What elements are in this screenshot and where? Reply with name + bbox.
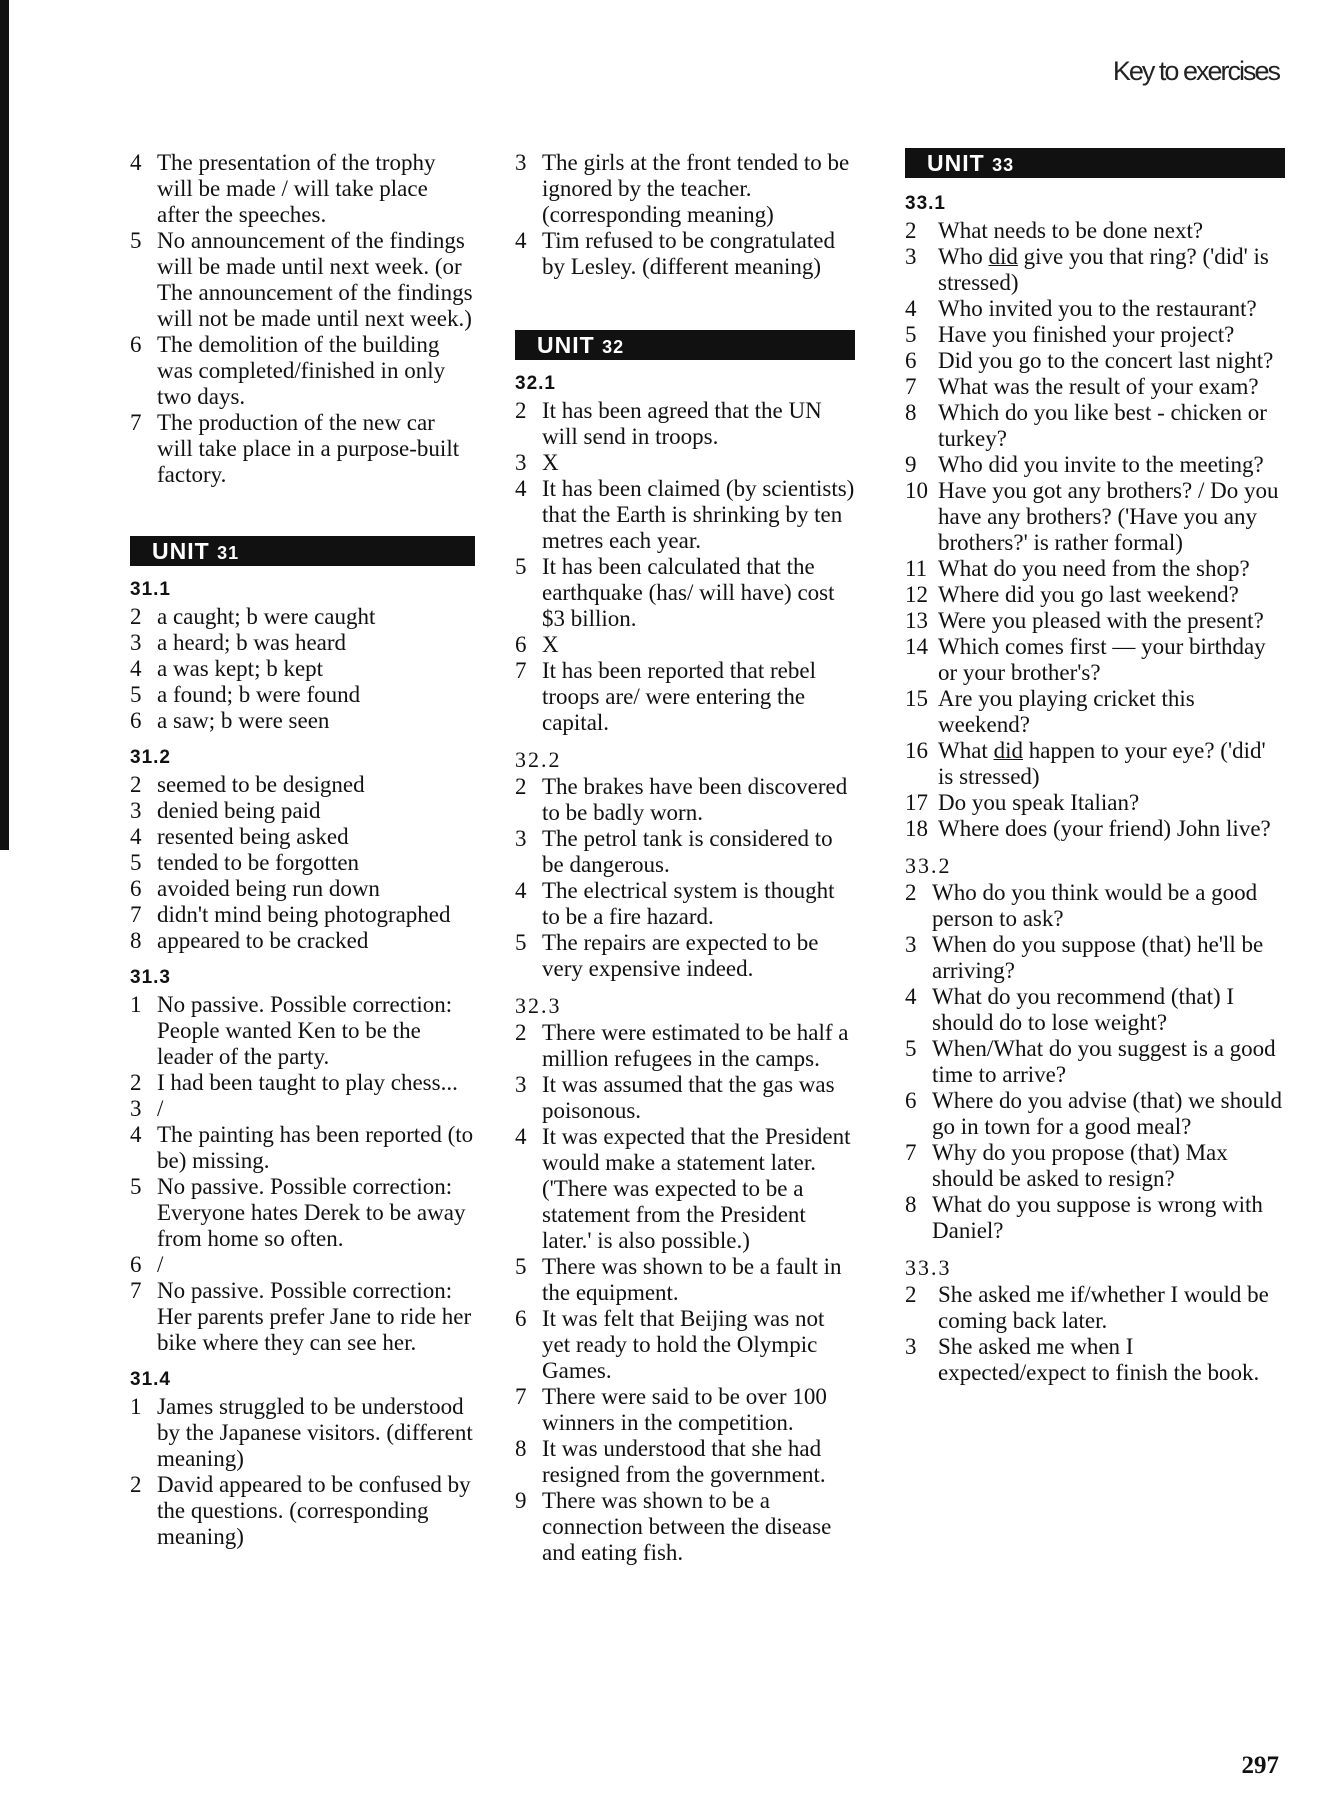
answer-item: 7 The production of the new car will take place in a purpose-built factory. [130,410,460,487]
answer-item: 4 What do you recommend (that) I should do to lose weight? [905,984,1235,1035]
answer-item: 5 tended to be forgotten [130,850,360,875]
answer-item: 7 didn't mind being photographed [130,902,451,927]
answer-item: 4 It has been claimed (by scientists) that the Earth is shrinking by ten metres each year. [515,476,855,553]
answer-item: 8 It was understood that she had resigned from the government. [515,1436,826,1487]
answer-item: 6 The demolition of the building was completed/finished in only two days. [130,332,446,409]
answer-item: 3 a heard; b was heard [130,630,347,655]
answer-item: 1 No passive. Possible correction: People wanted Ken to be the leader of the party. [130,992,453,1069]
answer-item: 3 When do you suppose (that) he'll be arriving? [905,932,1264,983]
answer-item: 4 resented being asked [130,824,349,849]
section-heading: 31.3 [130,967,171,988]
answer-item: 3 The girls at the front tended to be ignored by the teacher. (corresponding meaning) [515,150,850,227]
column-left [130,150,475,1550]
answer-item: 5 No announcement of the findings will be made until next week. (or The announcement of the findings will not be made until next week.) [130,228,473,331]
answer-item: 9 There was shown to be a connection between the disease and eating fish. [515,1488,832,1565]
answer-item: 12 Where did you go last weekend? [905,582,1239,607]
answer-list [130,150,475,488]
answer-item: 7 What was the result of your exam? [905,374,1259,399]
answer-item: 5 It has been calculated that the earthquake (has/ will have) cost $3 billion. [515,554,835,631]
answer-item: 4 The presentation of the trophy will be made / will take place after the speeches. [130,150,436,227]
section-heading: 31.2 [130,747,171,768]
column-right [905,148,1285,1386]
answer-item: 3 It was assumed that the gas was poisonous. [515,1072,835,1123]
answer-item: 5 a found; b were found [130,682,361,707]
scan-edge-bar [0,0,9,850]
section-heading: 33.2 [905,853,952,878]
answer-item: 11 What do you need from the shop? [905,556,1250,581]
section-heading: 33.3 [905,1255,952,1280]
answer-item: 2 a caught; b were caught [130,604,376,629]
answer-item: 9 Who did you invite to the meeting? [905,452,1264,477]
answer-item: 17 Do you speak Italian? [905,790,1140,815]
answer-item: 6 avoided being run down [130,876,380,901]
answer-item: 2 David appeared to be confused by the questions. (corresponding meaning) [130,1472,471,1549]
section-heading: 31.1 [130,579,171,600]
section-heading: 31.4 [130,1369,171,1390]
answer-item: 2 seemed to be designed [130,772,365,797]
answer-item: 2 I had been taught to play chess... [130,1070,458,1095]
answer-item: 4 a was kept; b kept [130,656,324,681]
answer-item: 6 / [130,1252,164,1277]
answer-item: 13 Were you pleased with the present? [905,608,1264,633]
answer-item: 4 Who invited you to the restaurant? [905,296,1257,321]
running-header: Key to exercises [1112,56,1279,86]
answer-item: 2 She asked me if/whether I would be coming back later. [905,1282,1269,1333]
answer-item: 16 What did happen to your eye? ('did' is stressed) [905,738,1266,789]
answer-item: 1 James struggled to be understood by the Japanese visitors. (different meaning) [130,1394,473,1471]
answer-item: 3 Who did give you that ring? ('did' is stressed) [905,244,1269,295]
unit-33-banner: UNIT 33 [905,148,1285,178]
answer-item: 6 a saw; b were seen [130,708,330,733]
answer-item: 14 Which comes first — your birthday or your brother's? [905,634,1266,685]
column-middle [515,150,855,1566]
section-heading: 32.2 [515,747,562,772]
answer-item: 6 Where do you advise (that) we should go in town for a good meal? [905,1088,1283,1139]
answer-item: 7 No passive. Possible correction: Her parents prefer Jane to ride her bike where they can see her. [130,1278,472,1355]
answer-item: 10 Have you got any brothers? / Do you have any brothers? ('Have you any brothers?' is rather formal) [905,478,1279,555]
answer-item: 2 Who do you think would be a good person to ask? [905,880,1258,931]
answer-item: 3 She asked me when I expected/expect to finish the book. [905,1334,1260,1385]
answer-item: 4 The electrical system is thought to be a fire hazard. [515,878,835,929]
answer-item: 5 The repairs are expected to be very expensive indeed. [515,930,819,981]
answer-item: 4 It was expected that the President would make a statement later. ('There was expected to be a statement from the President later.' is also possible.) [515,1124,851,1253]
section-heading: 32.3 [515,993,562,1018]
answer-item: 2 The brakes have been discovered to be badly worn. [515,774,848,825]
unit-31-banner: UNIT 31 [130,536,475,566]
answer-item: 3 The petrol tank is considered to be dangerous. [515,826,833,877]
answer-item: 7 There were said to be over 100 winners in the competition. [515,1384,827,1435]
answer-item: 6 It was felt that Beijing was not yet ready to hold the Olympic Games. [515,1306,825,1383]
answer-item: 2 What needs to be done next? [905,218,1204,243]
answer-item: 5 There was shown to be a fault in the equipment. [515,1254,842,1305]
answer-item: 7 It has been reported that rebel troops are/ were entering the capital. [515,658,816,735]
answer-item: 3 denied being paid [130,798,321,823]
answer-item: 2 There were estimated to be half a million refugees in the camps. [515,1020,849,1071]
section-heading: 33.1 [905,193,946,214]
answer-item: 7 Why do you propose (that) Max should be asked to resign? [905,1140,1228,1191]
answer-item: 8 appeared to be cracked [130,928,369,953]
answer-item: 6 Did you go to the concert last night? [905,348,1274,373]
answer-item: 5 When/What do you suggest is a good time to arrive? [905,1036,1276,1087]
answer-item: 2 It has been agreed that the UN will send in troops. [515,398,822,449]
answer-item: 4 The painting has been reported (to be) missing. [130,1122,474,1173]
answer-item: 3 X [515,450,559,475]
section-heading: 32.1 [515,373,556,394]
answer-item: 5 No passive. Possible correction: Everyone hates Derek to be away from home so often. [130,1174,466,1251]
answer-item: 3 / [130,1096,164,1121]
answer-item: 18 Where does (your friend) John live? [905,816,1271,841]
answer-item: 8 What do you suppose is wrong with Daniel? [905,1192,1263,1243]
page-number: 297 [1241,1752,1279,1779]
answer-item: 5 Have you finished your project? [905,322,1235,347]
unit-32-banner: UNIT 32 [515,330,855,360]
answer-item: 6 X [515,632,559,657]
answer-item: 15 Are you playing cricket this weekend? [905,686,1195,737]
answer-item: 4 Tim refused to be congratulated by Lesley. (different meaning) [515,228,835,279]
answer-item: 8 Which do you like best - chicken or turkey? [905,400,1267,451]
